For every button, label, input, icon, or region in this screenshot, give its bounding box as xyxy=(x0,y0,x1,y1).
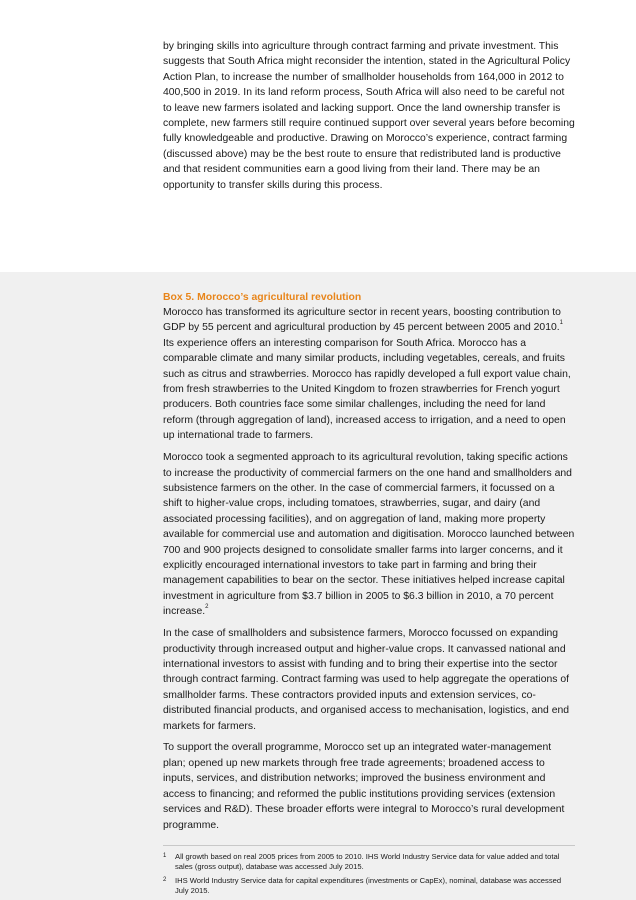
box-paragraph-3: In the case of smallholders and subsistence farmers, Morocco focussed on expanding productivity through increased output and higher-value crops. It canvassed national and international investors to assist with funding and to bring their expertise into the sector through contract farming. Contract farming was used to help aggregate the operations of smallholder farms. These contractors provided inputs and extension services, co-distributed financial products, and organised access to mechanisation, logistics, and end markets for farmers. xyxy=(163,628,570,732)
footnote-divider xyxy=(163,845,575,846)
footnote-2-text: IHS World Industry Service data for capital expenditures (investments or CapEx), nominal, database was accessed July 2015. xyxy=(175,875,562,896)
box-paragraph-1-text-a: Morocco has transformed its agriculture sector in recent years, boosting contribution to GDP by 55 percent and agricultural production by 45 percent between 2005 and 2010. xyxy=(163,307,561,334)
box-5-panel xyxy=(0,272,636,900)
footnote-2-number: 2 xyxy=(163,876,167,883)
footnote-ref-1: 1 xyxy=(559,320,563,327)
box-paragraph-4: To support the overall programme, Morocco set up an integrated water-management plan; opened up new markets through free trade agreements; broadened access to inputs, services, and distribution networks; improved the business environment and access to financing; and reformed the public institutions providing services (extension services and R&D). These broader efforts were integral to Morocco’s rural development programme. xyxy=(163,742,565,831)
footnote-ref-2: 2 xyxy=(205,604,209,611)
box-content xyxy=(163,290,575,900)
footnote-1-number: 1 xyxy=(163,852,167,859)
box-paragraph-1-text-b: Its experience offers an interesting comparison for South Africa. Morocco has a comparable climate and many similar products, including vegetables, cereals, and fruits such as citrus and strawberries. Morocco has rapidly developed a full export value chain, from fresh strawberries to the United Kingdom to frozen strawberries for French yogurt producers. Both countries face some similar challenges, including the need for land reform (through aggregation of land), increased access to irrigation, and a need to open up international trade to farmers. xyxy=(163,337,571,442)
box-title: Box 5. Morocco’s agricultural revolution xyxy=(163,292,362,303)
footnote-1-text: All growth based on real 2005 prices from 2005 to 2010. IHS World Industry Service data for value added and total sales (gross output), database was accessed July 2015. xyxy=(175,851,560,872)
box-paragraph-2 xyxy=(163,450,575,619)
footnote-2 xyxy=(163,876,575,897)
intro-paragraph: by bringing skills into agriculture through contract farming and private investment. This suggests that South Africa might reconsider the intention, stated in the Agricultural Policy Action Plan, to increase the number of smallholder households from 164,000 in 2012 to 400,500 in 2019. In its land reform process, South Africa will also need to be careful not to leave new farmers isolated and lacking support. Once the land ownership transfer is complete, new farmers still require continued support over several years before becoming fully knowledgeable and productive. Drawing on Morocco’s experience, contract farming (discussed above) may be the best route to ensure that redistributed land is productive and that resident communities earn a good living from their land. There may be an opportunity to transfer skills during this process. xyxy=(163,41,575,191)
box-paragraph-2-text: Morocco took a segmented approach to its agricultural revolution, taking specific actions to increase the productivity of commercial farmers on the one hand and smallholders and subsistence farmers on the other. In the case of commercial farmers, it focussed on a shift to higher-value crops, including tomatoes, strawberries, sugar, and dairy (and associated processing facilities), and on aggregation of land, making more property available for commercial use and automation and digitisation. Morocco launched between 700 and 900 projects designed to consolidate smaller farms into larger concerns, and it explicitly encouraged international investors to take part in farming and bring their management capabilities to bear on the sector. These initiatives helped increase capital investment in agriculture from $3.7 billion in 2005 to $6.3 billion in 2010, a 70 percent increase. xyxy=(163,452,575,618)
box-paragraph-1 xyxy=(163,305,575,444)
footnote-1 xyxy=(163,852,575,873)
